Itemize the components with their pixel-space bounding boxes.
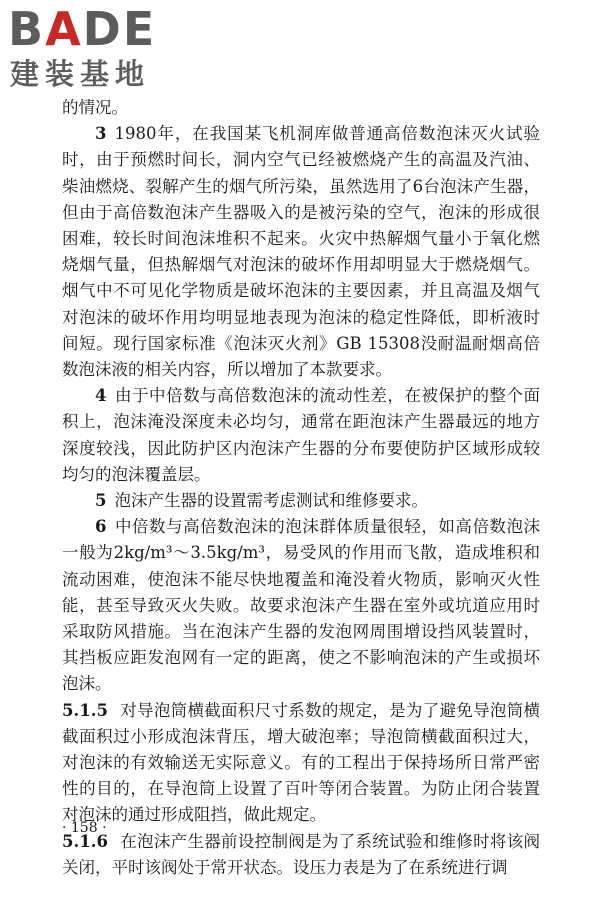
- item-number: 5: [95, 491, 107, 511]
- document-body: [62, 95, 540, 881]
- logo-letters-de: DE: [82, 2, 157, 56]
- list-item-4: [62, 383, 540, 488]
- logo-chinese-text: 建装基地: [10, 57, 151, 91]
- section-5-1-6: [62, 829, 540, 881]
- section-number: 5.1.5: [62, 700, 108, 720]
- paragraph-continuation: [62, 95, 540, 121]
- logo-brand-text: [8, 4, 156, 54]
- logo-letter-a-accent: A: [45, 2, 83, 56]
- page-number: · 158 ·: [62, 820, 107, 836]
- bade-logo: [8, 4, 188, 92]
- section-text: 在泡沫产生器前设控制阀是为了系统试验和维修时将该阀关闭，平时该阀处于常开状态。设压力表是为了在系统进行调: [62, 831, 540, 877]
- paragraph-text: 的情况。: [62, 98, 128, 117]
- item-text: 1980年，在我国某飞机洞库做普通高倍数泡沫灭火试验时，由于预燃时间长，洞内空气已经被燃烧产生的高温及汽油、柴油燃烧、裂解产生的烟气所污染，虽然选用了6台泡沫产生器，但由于高倍数泡沫产生器吸入的是被污染的空气，泡沫的形成很困难，较长时间泡沫堆积不起来。火灾中热解烟气量小于氧化燃烧烟气量，但热解烟气对泡沫的破坏作用却明显大于燃烧烟气。烟气中不可见化学物质是破坏泡沫的主要因素，并且高温及烟气对泡沫的破坏作用均明显地表现为泡沫的稳定性降低，即析液时间短。现行国家标准《泡沫灭火剂》GB 15308没耐温耐烟高倍数泡沫液的相关内容，所以增加了本款要求。: [62, 124, 540, 380]
- item-number: 6: [95, 517, 107, 537]
- item-text: 由于中倍数与高倍数泡沫的流动性差，在被保护的整个面积上，泡沫淹没深度未必均匀，通常在距泡沫产生器最远的地方深度较浅，因此防护区内泡沫产生器的分布要使防护区域形成较均匀的泡沫覆盖层。: [62, 386, 540, 484]
- section-5-1-5: [62, 698, 540, 829]
- list-item-5: [62, 488, 540, 514]
- item-number: 3: [95, 124, 107, 144]
- section-number: 5.1.6: [62, 831, 108, 851]
- list-item-6: [62, 514, 540, 697]
- logo-letter-b: B: [8, 2, 46, 56]
- item-text: 泡沫产生器的设置需考虑测试和维修要求。: [114, 491, 428, 511]
- item-text: 中倍数与高倍数泡沫的泡沫群体质量很轻，如高倍数泡沫一般为2kg/m³～3.5kg/m³，易受风的作用而飞散，造成堆积和流动困难，使泡沫不能尽快地覆盖和淹没着火物质，影响灭火性能，甚至导致灭火失败。故要求泡沫产生器在室外或坑道应用时采取防风措施。当在泡沫产生器的发泡网周围增设挡风装置时，其挡板应距发泡网有一定的距离，使之不影响泡沫的产生或损坏泡沫。: [62, 517, 540, 694]
- list-item-3: [62, 121, 540, 383]
- section-text: 对导泡筒横截面积尺寸系数的规定，是为了避免导泡筒横截面积过小形成泡沫背压，增大破泡率；导泡筒横截面积过大，对泡沫的有效输送无实际意义。有的工程出于保持场所日常严密性的目的，在导泡筒上设置了百叶等闭合装置。为防止闭合装置对泡沫的通过形成阻挡，做此规定。: [62, 700, 540, 825]
- item-number: 4: [95, 386, 107, 406]
